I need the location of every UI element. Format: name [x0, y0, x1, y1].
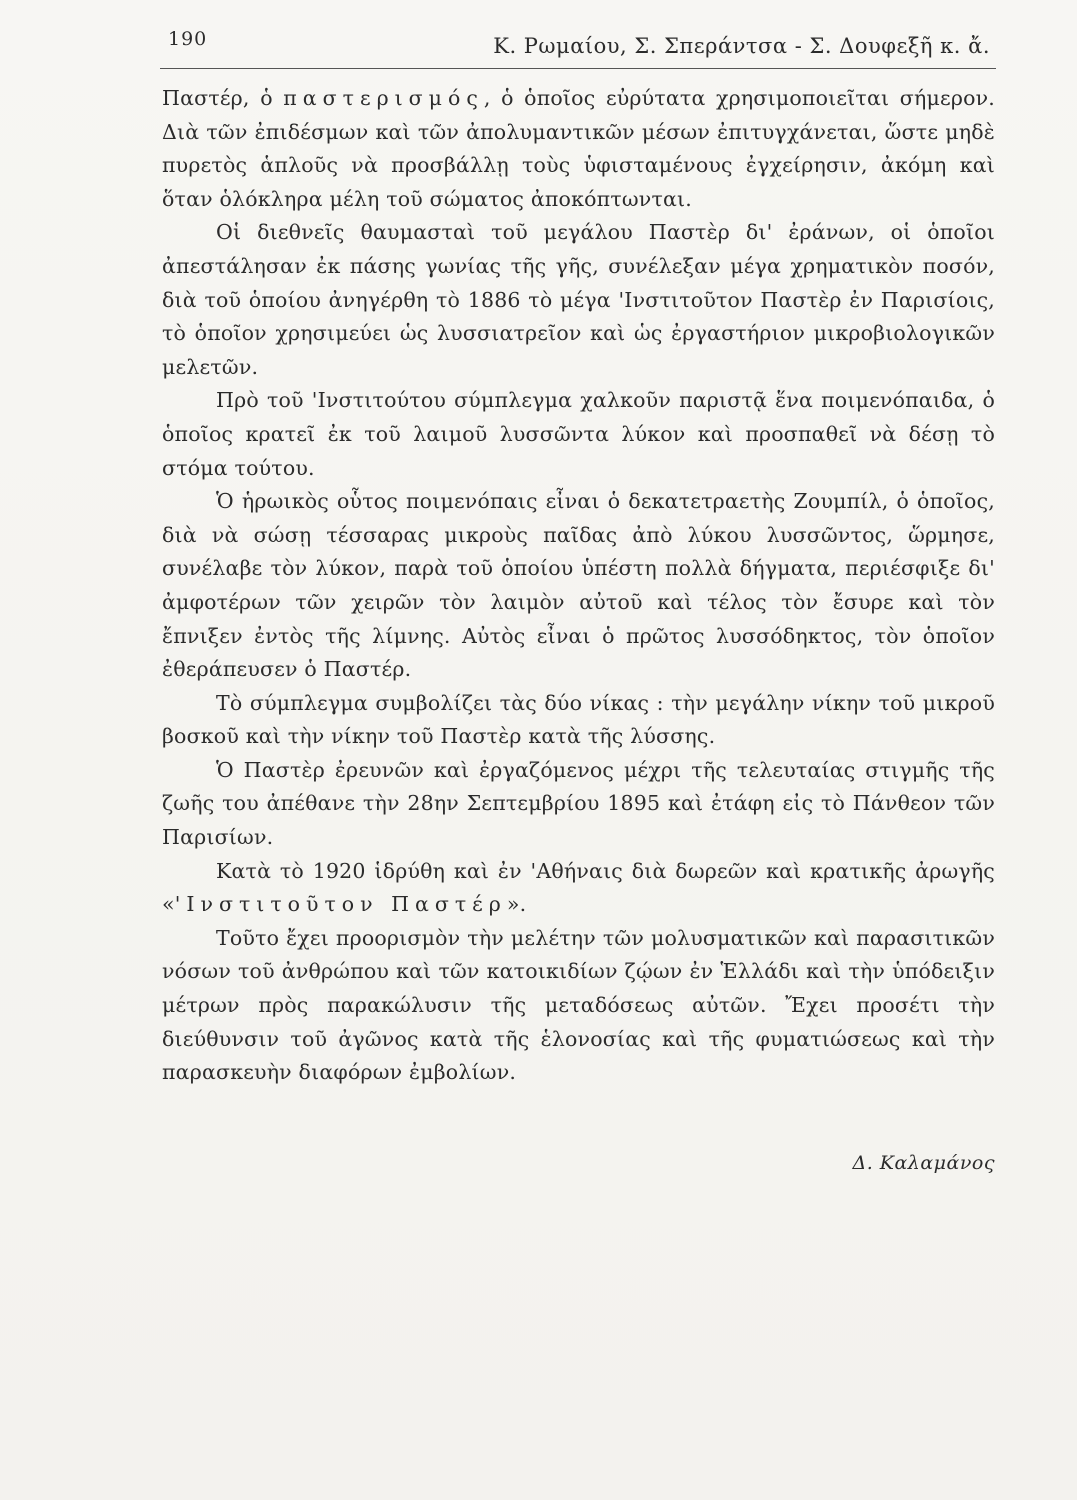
paragraph-7 — [162, 855, 995, 922]
paragraph-1-end: , ὁ ὁποῖος εὐρύτατα χρησιμοποιεῖται σήμερον. Διὰ τῶν ἐπιδέσμων καὶ τῶν ἀπολυμαντικῶν μέσων ἐπιτυγχάνεται, ὥστε μηδὲ πυρετὸς ἁπλοῦς νὰ προσβάλλῃ τοὺς ὑφισταμένους ἐγχείρησιν, ἀκόμη καὶ ὅταν ὁλόκληρα μέλη τοῦ σώματος ἀποκόπτωνται. — [162, 86, 995, 211]
paragraph-3: Πρὸ τοῦ 'Ινστιτούτου σύμπλεγμα χαλκοῦν παριστᾷ ἕνα ποιμενόπαιδα, ὁ ὁποῖος κρατεῖ ἐκ τοῦ λαιμοῦ λυσσῶντα λύκον καὶ προσπαθεῖ νὰ δέσῃ τὸ στόμα τούτου. — [162, 388, 995, 480]
page-number: 190 — [168, 28, 208, 50]
paragraph-6: Ὁ Παστὲρ ἐρευνῶν καὶ ἐργαζόμενος μέχρι τῆς τελευταίας στιγμῆς τῆς ζωῆς του ἀπέθανε τὴν 28ην Σεπτεμβρίου 1895 καὶ ἐτάφη εἰς τὸ Πάνθεον τῶν Παρισίων. — [162, 757, 995, 850]
paragraph-5: Τὸ σύμπλεγμα συμβολίζει τὰς δύο νίκας : τὴν μεγάλην νίκην τοῦ μικροῦ βοσκοῦ καὶ τὴν νίκην τοῦ Παστὲρ κατὰ τῆς λύσσης. — [162, 690, 995, 749]
paragraph-1 — [162, 82, 995, 216]
page-header — [160, 28, 1000, 72]
header-rule — [160, 68, 996, 69]
pasteurization-term: παστερισμός — [283, 86, 484, 110]
institute-name: 'Ινστιτοῦτον Παστέρ — [174, 892, 507, 917]
paragraph-7-start: Κατὰ τὸ 1920 ἱδρύθη καὶ ἐν 'Αθήναις διὰ δωρεῶν καὶ κρατικῆς ἀρωγῆς « — [162, 858, 995, 917]
paragraph-8: Τοῦτο ἔχει προορισμὸν τὴν μελέτην τῶν μολυσματικῶν καὶ παρασιτικῶν νόσων τοῦ ἀνθρώπου καὶ τῶν κατοικιδίων ζῴων ἐν Ἑλλάδι καὶ τὴν ὑπόδειξιν μέτρων πρὸς παρακώλυσιν τῆς μεταδόσεως αὐτῶν. Ἔχει προσέτι τὴν διεύθυνσιν τοῦ ἀγῶνος κατὰ τῆς ἑλονοσίας καὶ τῆς φυματιώσεως καὶ τὴν παρασκευὴν διαφόρων ἐμβολίων. — [162, 925, 995, 1085]
author-signature: Δ. Καλαμάνος — [852, 1152, 995, 1174]
body-text — [162, 82, 995, 1090]
paragraph-1-start: Παστέρ, ὁ — [162, 86, 284, 110]
paragraph-7-end: ». — [506, 892, 527, 917]
running-head: Κ. Ρωμαίου, Σ. Σπεράντσα - Σ. Δουφεξῆ κ. ἄ. — [493, 34, 990, 58]
paragraph-4: Ὁ ἡρωικὸς οὗτος ποιμενόπαις εἶναι ὁ δεκατετραετὴς Ζουμπίλ, ὁ ὁποῖος, διὰ νὰ σώσῃ τέσσαρας μικροὺς παῖδας ἀπὸ λύκου λυσσῶντος, ὥρμησε, συνέλαβε τὸν λύκον, παρὰ τοῦ ὁποίου ὑπέστη πολλὰ δήγματα, περιέσφιξε δι' ἀμφοτέρων τῶν χειρῶν τὸν λαιμὸν αὐτοῦ καὶ τέλος τὸν ἔσυρε καὶ τὸν ἔπνιξεν ἐντὸς τῆς λίμνης. Αὐτὸς εἶναι ὁ πρῶτος λυσσόδηκτος, τὸν ὁποῖον ἐθεράπευσεν ὁ Παστέρ. — [162, 489, 995, 682]
paragraph-2: Οἱ διεθνεῖς θαυμασταὶ τοῦ μεγάλου Παστὲρ δι' ἐράνων, οἱ ὁποῖοι ἀπεστάλησαν ἐκ πάσης γωνίας τῆς γῆς, συνέλεξαν μέγα χρηματικὸν ποσόν, διὰ τοῦ ὁποίου ἀνηγέρθη τὸ 1886 τὸ μέγα 'Ινστιτοῦτον Παστὲρ ἐν Παρισίοις, τὸ ὁποῖον χρησιμεύει ὡς λυσσιατρεῖον καὶ ὡς ἐργαστήριον μικροβιολογικῶν μελετῶν. — [162, 220, 995, 379]
